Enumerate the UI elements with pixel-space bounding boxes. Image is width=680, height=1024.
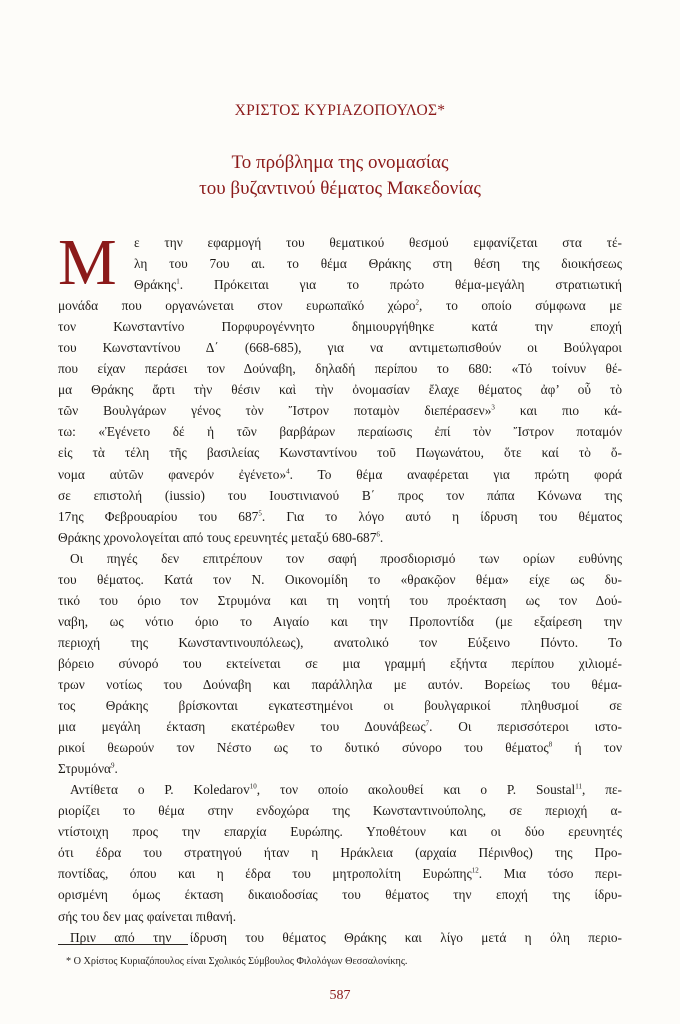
line-text: ότι έδρα του στρατηγού ήταν η Ηράκλεια (αρχαία Πέρινθος) της Προ- xyxy=(58,845,622,861)
line-text: λη του 7ου αι. το θέμα Θράκης στη θέση της διοικήσεως xyxy=(134,256,622,272)
title-line-1: Το πρόβλημα της ονομασίας xyxy=(231,152,449,173)
footnote-marker: 11 xyxy=(575,782,583,791)
line-text: . xyxy=(114,761,118,777)
line-text: Θράκης χρονολογείται από τους ερευνητές μεταξύ 680-687 xyxy=(58,529,377,545)
line-text: . Μια τόσο περι- xyxy=(478,866,622,882)
line-text: ριορίζει το θέμα στην ενδοχώρα της Κωνσταντινούπολης, σε περιοχή α- xyxy=(58,803,622,819)
line-text: Πριν από την ίδρυση του θέματος Θράκης και λίγο μετά η όλη περιο- xyxy=(70,929,622,945)
body-line xyxy=(58,527,622,548)
line-text: ή τον xyxy=(552,740,623,756)
body-line xyxy=(58,337,622,358)
body-line xyxy=(58,779,622,800)
line-text: του Κωνσταντίνου Δ΄ (668-685), για να αντιμετωπισθούν οι Βούλγαροι xyxy=(58,340,622,356)
body-line xyxy=(58,295,622,316)
line-text: Οι πηγές δεν επιτρέπουν τον σαφή προσδιορισμό των ορίων ευθύνης xyxy=(70,550,622,566)
article-title xyxy=(0,150,680,202)
body-line xyxy=(58,421,622,442)
body-line xyxy=(58,611,622,632)
footnote: * Ο Χρίστος Κυριαζόπουλος είναι Σχολικός Σύμβουλος Φιλολόγων Θεσσαλονίκης. xyxy=(66,956,408,967)
body-line xyxy=(58,485,622,506)
footnote-marker: 4 xyxy=(286,467,290,476)
body-line xyxy=(58,737,622,758)
page-number: 587 xyxy=(329,988,351,1003)
line-text: περιοχή της Κωνσταντινουπόλεως), ανατολικό τον Εύξεινο Πόντο. Το xyxy=(58,634,622,650)
footnote-marker: 6 xyxy=(376,530,380,539)
body-line xyxy=(58,569,622,590)
line-text: Αντίθετα ο P. Koledarov xyxy=(70,782,250,798)
body-line xyxy=(58,232,622,253)
footnote-rule xyxy=(58,944,188,945)
body-line xyxy=(58,758,622,779)
line-text: . Το θέμα αναφέρεται για πρώτη φορά xyxy=(289,466,623,482)
body-line xyxy=(58,632,622,653)
body-line xyxy=(58,274,622,295)
article-body xyxy=(58,226,623,948)
line-text: που είχαν περάσει τον Δούναβη, δηλαδή περίπου το 680: «Τό τοίνυν θέ- xyxy=(58,361,622,377)
title-line-2: του βυζαντινού θέματος Μακεδονίας xyxy=(199,178,481,199)
footnote-marker: 1 xyxy=(176,277,180,286)
line-text: τον Κωνσταντίνο Πορφυρογέννητο δημιουργήθηκε κατά την εποχή xyxy=(58,319,622,335)
body-line xyxy=(58,716,622,737)
drop-cap: Μ xyxy=(58,226,117,299)
footnote-marker: 10 xyxy=(249,782,257,791)
footnote-marker: 3 xyxy=(491,403,495,412)
line-text: μια μεγάλη έκταση εκατέρωθεν του Δουνάβεως xyxy=(58,719,426,735)
line-text: ναβη, ως νότιο όριο το Αιγαίο και την Προποντίδα (με εξαίρεση την xyxy=(58,613,622,629)
body-line xyxy=(58,842,622,863)
line-text: νομα αὐτῶν φανερόν ἐγένετο» xyxy=(58,466,287,482)
line-text: . xyxy=(379,529,384,545)
line-text: τῶν Βουλγάρων γένος τὸν Ἴστρον ποταμὸν διεπέρασεν» xyxy=(58,403,492,419)
body-line xyxy=(58,800,622,821)
body-line xyxy=(58,358,622,379)
line-text: , τον οποίο ακολουθεί και ο P. Soustal xyxy=(256,782,576,798)
body-line xyxy=(58,548,622,569)
body-line xyxy=(58,884,622,905)
line-text: , το οποίο σύμφωνα με xyxy=(418,298,623,314)
line-text: . Πρόκειται για το πρώτο θέμα-μεγάλη στρατιωτική xyxy=(179,277,622,293)
body-line xyxy=(58,863,622,884)
line-text: . Οι περισσότεροι ιστο- xyxy=(429,719,622,735)
line-text: 17ης Φεβρουαρίου του 687 xyxy=(58,508,259,524)
line-text: . Για το λόγο αυτό η ίδρυση του θέματος xyxy=(261,508,622,524)
line-text: και πιο κά- xyxy=(494,403,622,419)
line-text: ορισμένη όμως έκταση δικαιοδοσίας του θέματος την εποχή της ίδρυ- xyxy=(58,887,622,903)
line-text: τικό του όριο τον Στρυμόνα και τη νοητή του προέκταση ως τον Δού- xyxy=(58,592,622,608)
body-line xyxy=(58,400,622,421)
line-text: , πε- xyxy=(582,782,622,798)
line-text: ρικοί θεωρούν τον Νέστο ως το δυτικό σύνορο του θέματος xyxy=(58,740,549,756)
line-text: σε επιστολή (iussio) του Ιουστινιανού Β΄ προς τον πάπα Κόνωνα της xyxy=(58,487,622,503)
footnote-marker: 2 xyxy=(415,298,419,307)
author-name: ΧΡΙΣΤΟΣ ΚΥΡΙΑΖΟΠΟΥΛΟΣ* xyxy=(234,102,446,119)
footnote-marker: 5 xyxy=(258,509,262,518)
footnote-marker: 9 xyxy=(111,761,115,770)
line-text: μονάδα που οργανώνεται στον ευρωπαϊκό χώρο xyxy=(58,298,416,314)
body-line xyxy=(58,906,622,927)
body-line xyxy=(58,695,622,716)
footnote-marker: 8 xyxy=(548,740,553,749)
line-text: βόρειο σύνορό του εκτείνεται σε μια γραμμή εξήντα περίπου χιλιομέ- xyxy=(58,655,622,671)
line-text: τρων νοτίως του Δούναβη και παράλληλα με αυτόν. Βορείως του θέμα- xyxy=(58,676,622,692)
body-line xyxy=(58,821,622,842)
line-text: ντίστοιχη προς την επαρχία Ευρώπης. Υποθέτουν και οι δύο ερευνητές xyxy=(58,824,622,840)
body-line xyxy=(58,653,622,674)
line-text: τω: «Ἐγένετο δέ ἡ τῶν βαρβάρων περαίωσις ἐπί τὸν Ἴστρον ποταμόν xyxy=(58,424,622,440)
body-line xyxy=(58,316,622,337)
line-text: σής του δεν μας φαίνεται πιθανή. xyxy=(58,908,237,924)
body-line xyxy=(58,253,622,274)
footnote-marker: 7 xyxy=(425,719,430,728)
body-line xyxy=(58,464,622,485)
line-text: εἰς τὰ τέλη τῆς βασιλείας Κωνσταντίνου τοῦ Πωγωνάτου, ὅτε καί τὸ ὄ- xyxy=(58,445,622,461)
footnote-marker: 12 xyxy=(471,866,479,875)
line-text: ποντίδας, όπου και η έδρα του μητροπολίτη Ευρώπης xyxy=(58,866,472,882)
body-line xyxy=(58,442,622,463)
line-text: Στρυμόνα xyxy=(58,761,112,777)
line-text: του θέματος. Κατά τον Ν. Οικονομίδη το «θρακῷον θέμα» είχε ως δυ- xyxy=(58,571,622,587)
line-text: μα Θράκης ἄρτι τὴν θέσιν καὶ τὴν ὀνομασίαν ἔλαχε θέματος ἀφ’ οὗ τὸ xyxy=(58,382,622,398)
body-line xyxy=(58,379,622,400)
body-line xyxy=(58,590,622,611)
body-line xyxy=(58,674,622,695)
line-text: Θράκης xyxy=(134,277,177,293)
line-text: ε την εφαρμογή του θεματικού θεσμού εμφανίζεται στα τέ- xyxy=(134,235,622,250)
line-text: τος Θράκης βρίσκονται εγκατεστημένοι οι βουλγαρικοί πληθυσμοί σε xyxy=(58,698,622,714)
body-line xyxy=(58,506,622,527)
